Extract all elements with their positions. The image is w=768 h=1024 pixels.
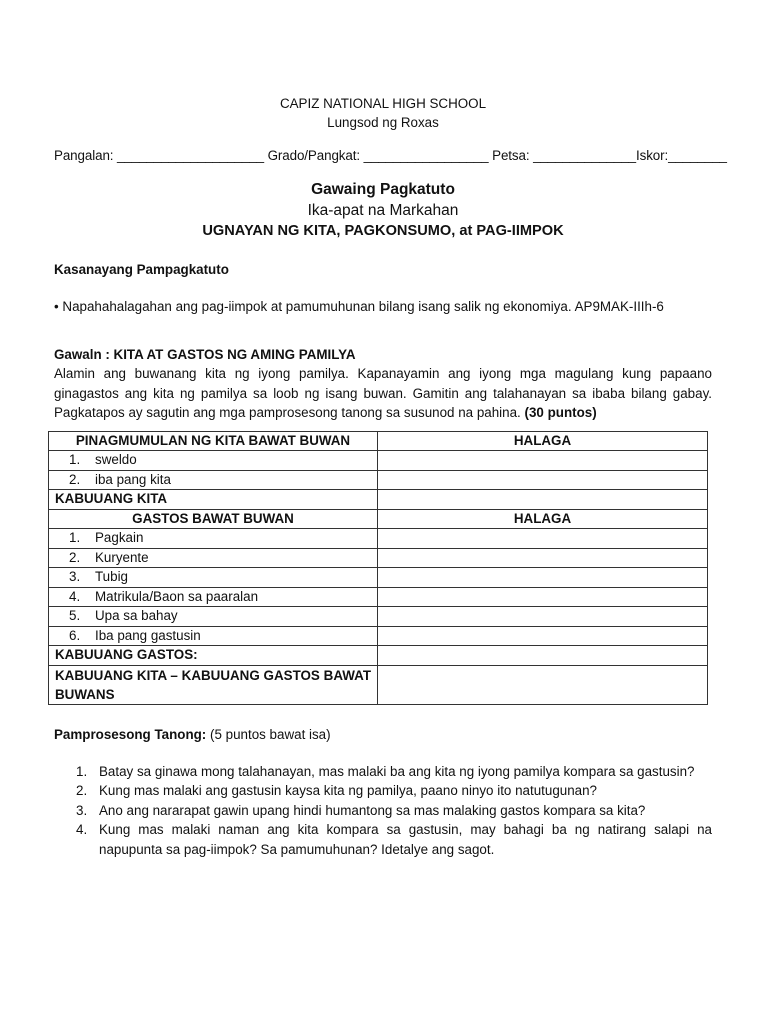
question-number: 1. bbox=[76, 763, 88, 779]
activity-heading: Gawaln : KITA AT GASTOS NG AMING PAMILYA bbox=[54, 347, 356, 362]
item-number: 2. bbox=[69, 471, 81, 487]
amount-cell[interactable] bbox=[378, 607, 708, 627]
item-label: Tubig bbox=[95, 569, 128, 585]
income-item bbox=[49, 451, 378, 471]
expense-item bbox=[49, 568, 378, 588]
item-label: iba pang kita bbox=[95, 471, 171, 487]
table-row bbox=[49, 529, 708, 549]
school-name: CAPIZ NATIONAL HIGH SCHOOL bbox=[279, 96, 487, 111]
table-row bbox=[49, 646, 708, 666]
amount-cell[interactable] bbox=[378, 568, 708, 588]
amount-cell[interactable] bbox=[378, 548, 708, 568]
expense-amount-header: HALAGA bbox=[378, 509, 708, 529]
item-number: 6. bbox=[69, 627, 81, 643]
income-amount-header: HALAGA bbox=[378, 431, 708, 451]
questions-list bbox=[54, 762, 712, 860]
expense-header: GASTOS BAWAT BUWAN bbox=[49, 509, 378, 529]
table-row bbox=[49, 470, 708, 490]
table-row bbox=[49, 587, 708, 607]
amount-cell[interactable] bbox=[378, 490, 708, 510]
question-text: Kung mas malaki ang gastusin kaysa kita ng pamilya, paano ninyo ito natutugunan? bbox=[99, 783, 598, 798]
table-row bbox=[49, 548, 708, 568]
school-city: Lungsod ng Roxas bbox=[327, 115, 439, 130]
table-row bbox=[49, 451, 708, 471]
expense-item bbox=[49, 626, 378, 646]
activity-points: (30 puntos) bbox=[524, 405, 597, 420]
question-text: Ano ang nararapat gawin upang hindi humantong sa mas malaking gastos kompara sa kita? bbox=[99, 802, 646, 818]
item-number: 3. bbox=[69, 569, 81, 585]
expense-item bbox=[49, 587, 378, 607]
table-row bbox=[49, 568, 708, 588]
table-row bbox=[49, 490, 708, 510]
table-row bbox=[49, 626, 708, 646]
item-number: 5. bbox=[69, 608, 81, 624]
questions-heading bbox=[54, 725, 712, 744]
worksheet-title: Gawaing Pagkatuto bbox=[311, 181, 455, 198]
item-number: 1. bbox=[69, 530, 81, 546]
question-number: 3. bbox=[76, 802, 88, 818]
list-item bbox=[54, 781, 712, 801]
activity-instructions bbox=[54, 364, 712, 423]
amount-cell[interactable] bbox=[378, 626, 708, 646]
item-label: sweldo bbox=[95, 452, 137, 468]
item-label: Matrikula/Baon sa paaralan bbox=[95, 588, 259, 604]
amount-cell[interactable] bbox=[378, 587, 708, 607]
total-income-label: KABUUANG KITA bbox=[49, 490, 378, 510]
instructions-text: Alamin ang buwanang kita ng iyong pamilya. Kapanayamin ang iyong mga magulang kung papaano ginagastos ang kita ng pamilya sa loob ng isang buwan. Gamitin ang talahanayan sa ibaba bilang gabay. Pagkatapos ay sagutin ang mga pamprosesong tanong sa susunod na pahina. bbox=[54, 366, 712, 420]
item-label: Upa sa bahay bbox=[95, 608, 178, 624]
amount-cell[interactable] bbox=[378, 646, 708, 666]
expense-item bbox=[49, 607, 378, 627]
amount-cell[interactable] bbox=[378, 665, 708, 704]
list-item bbox=[54, 820, 712, 859]
question-number: 4. bbox=[76, 822, 88, 837]
question-text: Kung mas malaki naman ang kita kompara sa gastusin, may bahagi ba ng natirang salapi na napupunta sa pag-iimpok? Sa pamumuhunan? Idetalye ang sagot. bbox=[99, 822, 712, 857]
question-number: 2. bbox=[76, 783, 88, 798]
questions-note: (5 puntos bawat isa) bbox=[210, 726, 331, 742]
item-label: Pagkain bbox=[95, 530, 144, 546]
competency-bullet: • Napahahalagahan ang pag-iimpok at pamumuhunan bilang isang salik ng ekonomiya. AP9MAK-IIIh-6 bbox=[54, 299, 664, 314]
table-row bbox=[49, 665, 708, 704]
table-row bbox=[49, 431, 708, 451]
table-row bbox=[49, 509, 708, 529]
table-row bbox=[49, 607, 708, 627]
competency-heading: Kasanayang Pampagkatuto bbox=[54, 262, 229, 277]
item-label: Iba pang gastusin bbox=[95, 627, 201, 643]
item-label: Kuryente bbox=[95, 549, 149, 565]
quarter-subtitle: Ika-apat na Markahan bbox=[307, 202, 459, 219]
income-expense-table bbox=[48, 431, 708, 705]
expense-item bbox=[49, 548, 378, 568]
expense-item bbox=[49, 529, 378, 549]
amount-cell[interactable] bbox=[378, 470, 708, 490]
list-item bbox=[54, 801, 712, 821]
item-number: 4. bbox=[69, 588, 81, 604]
question-text: Batay sa ginawa mong talahanayan, mas malaki ba ang kita ng iyong pamilya kompara sa gastusin? bbox=[99, 763, 695, 779]
questions-title: Pamprosesong Tanong: bbox=[54, 726, 207, 742]
topic-title: UGNAYAN NG KITA, PAGKONSUMO, at PAG-IIMPOK bbox=[202, 223, 564, 239]
item-number: 2. bbox=[69, 549, 81, 565]
total-expense-label: KABUUANG GASTOS: bbox=[49, 646, 378, 666]
item-number: 1. bbox=[69, 452, 81, 468]
income-source-header: PINAGMUMULAN NG KITA BAWAT BUWAN bbox=[49, 431, 378, 451]
difference-label: KABUUANG KITA – KABUUANG GASTOS BAWAT BUWANS bbox=[49, 665, 378, 704]
income-item bbox=[49, 470, 378, 490]
amount-cell[interactable] bbox=[378, 529, 708, 549]
list-item bbox=[54, 762, 712, 782]
amount-cell[interactable] bbox=[378, 451, 708, 471]
student-info-line: Pangalan: ____________________ Grado/Pangkat: _________________ Petsa: ______________Iskor:________ bbox=[54, 148, 727, 163]
